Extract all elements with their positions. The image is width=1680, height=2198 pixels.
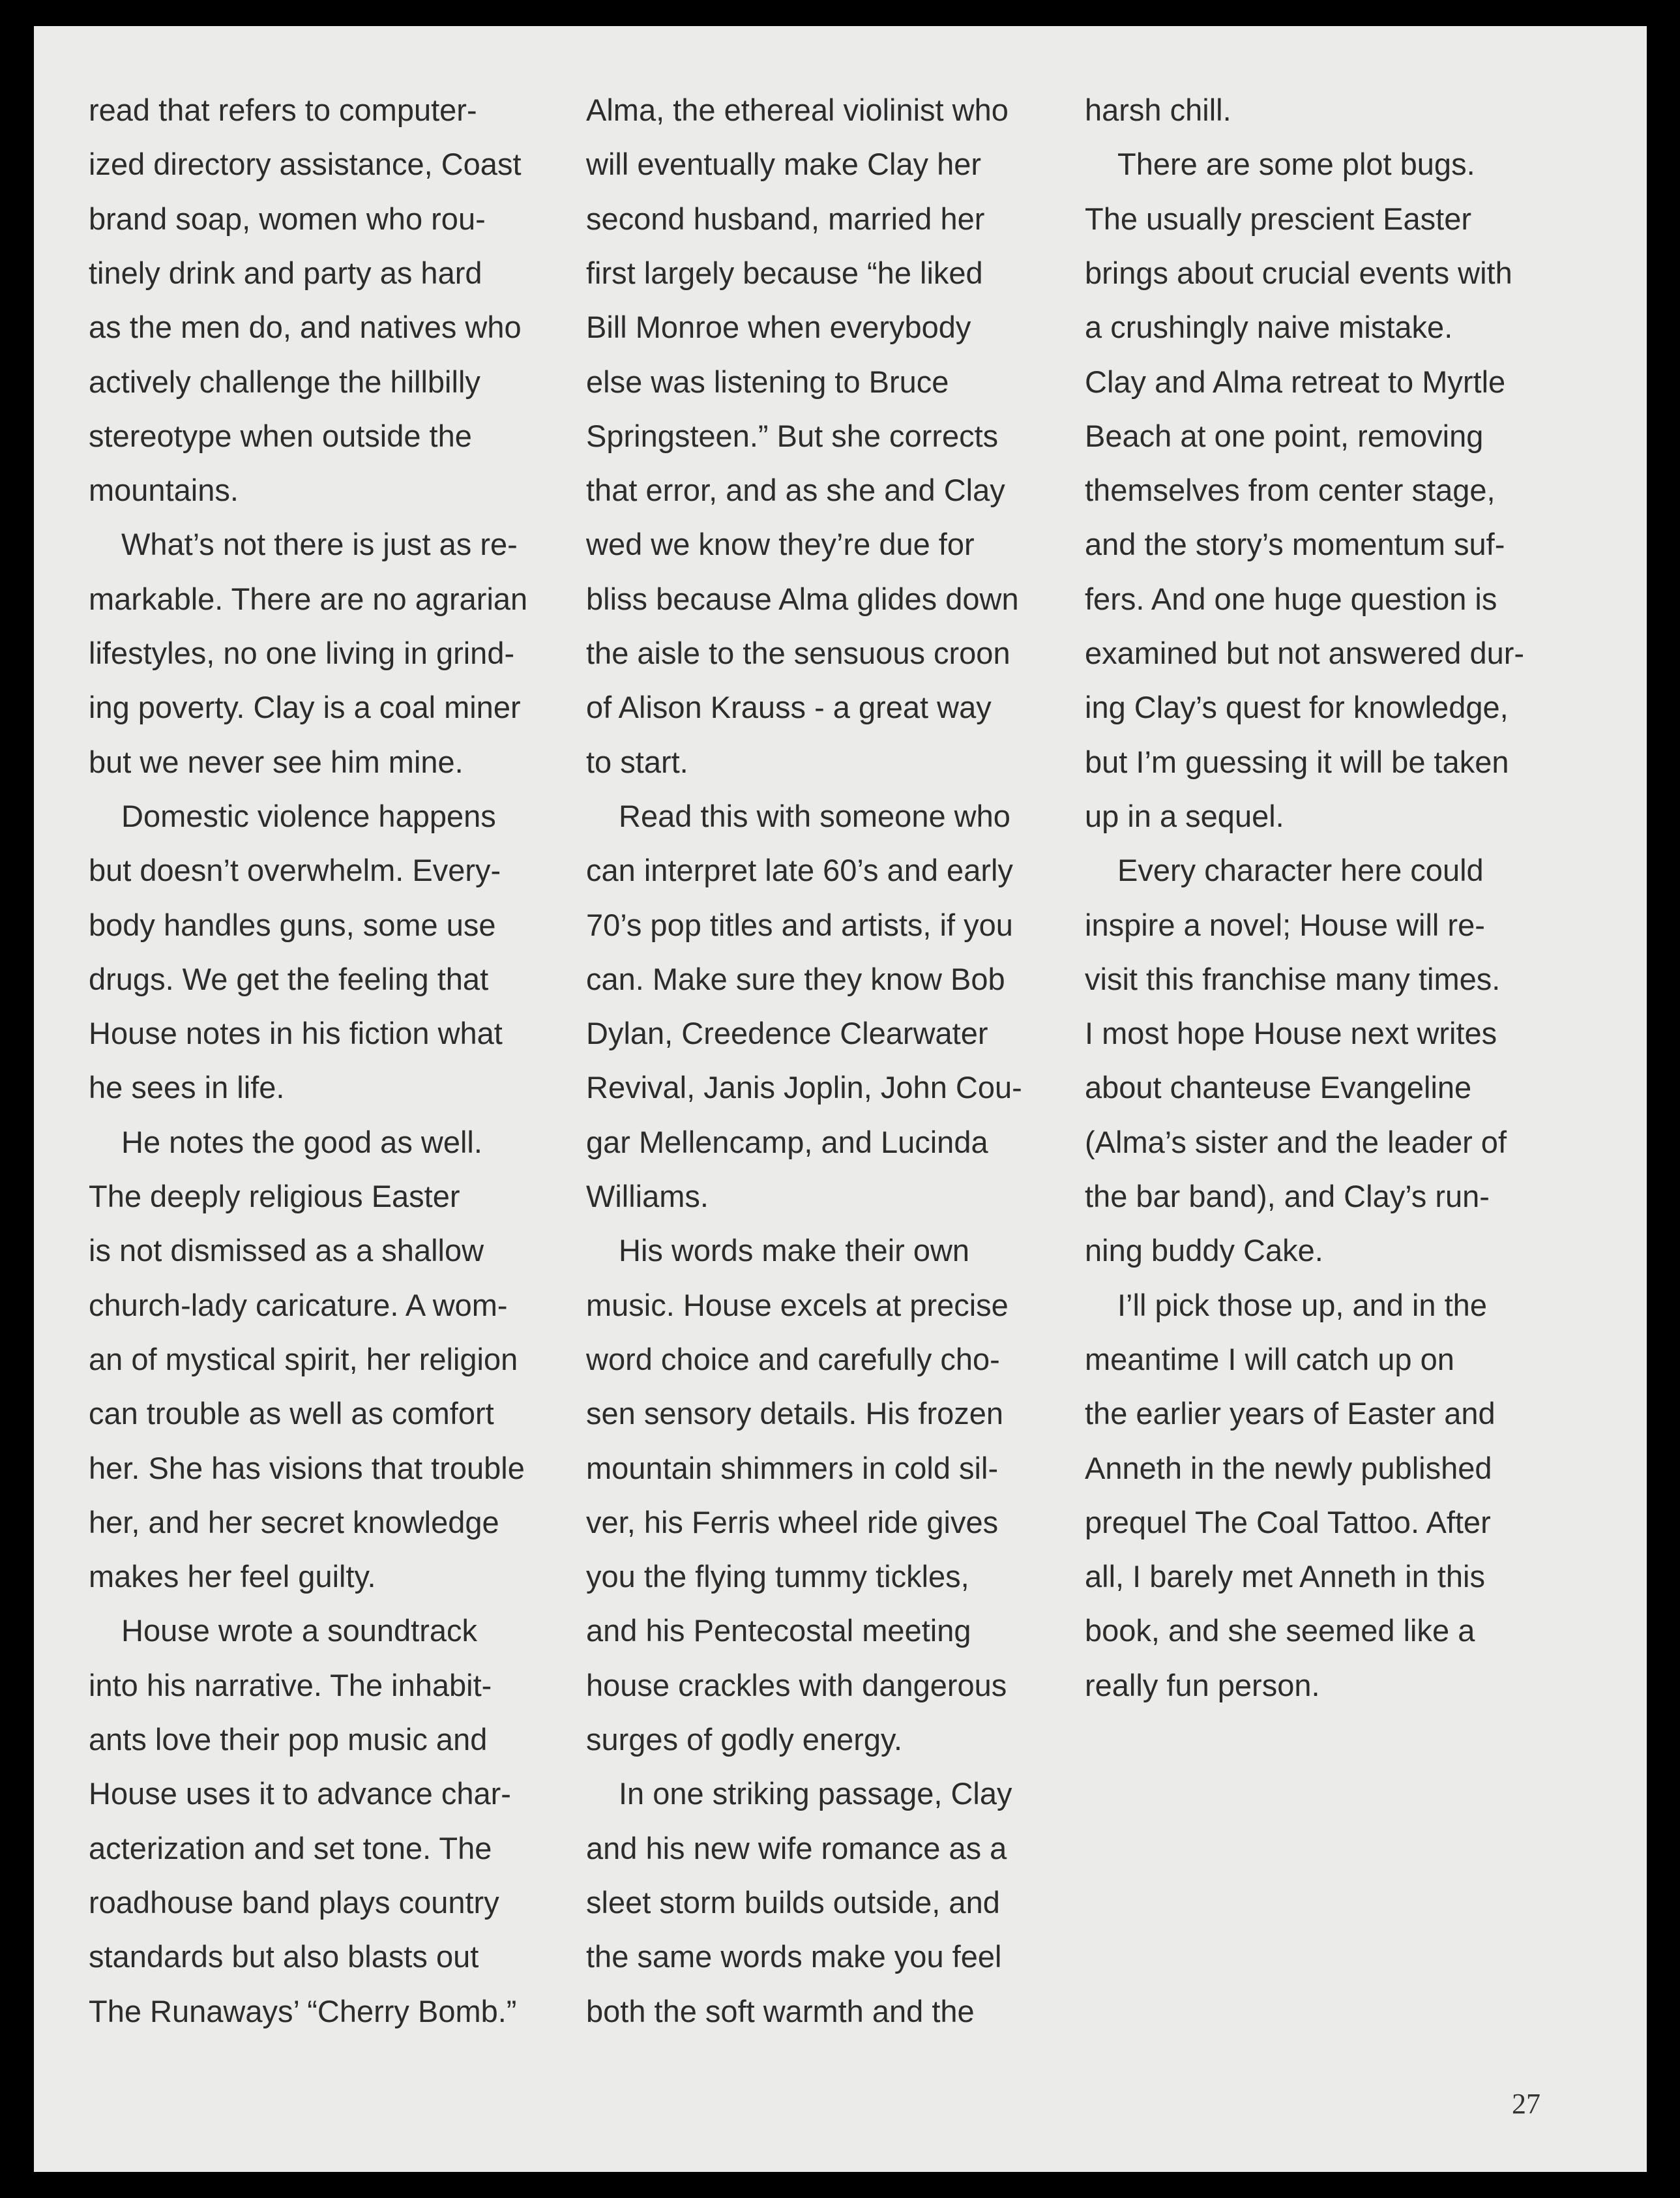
text-line: I’ll pick those up, and in the [1117, 1287, 1487, 1322]
text-line: visit this franchise many times. [1085, 961, 1501, 996]
text-line: he sees in life. [89, 1070, 285, 1105]
text-line: House wrote a soundtrack [121, 1613, 478, 1648]
text-line: acterization and set tone. The [89, 1830, 492, 1865]
text-line: inspire a novel; House will re- [1085, 907, 1485, 942]
text-line: lifestyles, no one living in grind- [89, 636, 515, 670]
text-line: the aisle to the sensuous croon [586, 636, 1010, 670]
text-line: wed we know they’re due for [586, 527, 975, 562]
text-line: Beach at one point, removing [1085, 418, 1484, 453]
text-line: Bill Monroe when everybody [586, 310, 971, 345]
text-line: of Alison Krauss - a great way [586, 690, 992, 725]
text-line: sleet storm builds outside, and [586, 1884, 1000, 1920]
text-line: ning buddy Cake. [1085, 1233, 1323, 1268]
text-line: markable. There are no agrarian [89, 581, 528, 616]
text-line: read that refers to computer- [89, 93, 477, 127]
text-line: surges of godly energy. [586, 1722, 903, 1757]
text-line: 70’s pop titles and artists, if you [586, 907, 1013, 942]
text-line: The Runaways’ “Cherry Bomb.” [89, 1993, 517, 2028]
text-line: mountains. [89, 473, 239, 508]
text-line: He notes the good as well. [121, 1124, 482, 1159]
text-line: first largely because “he liked [586, 255, 983, 290]
text-line: ver, his Ferris wheel ride gives [586, 1504, 999, 1539]
text-line: makes her feel guilty. [89, 1559, 376, 1594]
text-line: (Alma’s sister and the leader of [1085, 1124, 1507, 1159]
text-line: ing Clay’s quest for knowledge, [1085, 690, 1509, 725]
text-line: What’s not there is just as re- [121, 527, 518, 562]
text-line: Domestic violence happens [121, 798, 496, 833]
text-line: that error, and as she and Clay [586, 473, 1005, 508]
text-line: Springsteen.” But she corrects [586, 418, 999, 453]
text-line: is not dismissed as a shallow [89, 1233, 484, 1268]
text-line: roadhouse band plays country [89, 1884, 499, 1920]
text-line: up in a sequel. [1085, 798, 1284, 833]
text-line: mountain shimmers in cold sil- [586, 1450, 999, 1485]
text-line: the earlier years of Easter and [1085, 1396, 1496, 1431]
text-line: you the flying tummy tickles, [586, 1559, 969, 1594]
text-line: all, I barely met Anneth in this [1085, 1559, 1485, 1594]
text-line: ants love their pop music and [89, 1722, 488, 1757]
text-line: her. She has visions that trouble [89, 1450, 525, 1485]
text-line: word choice and carefully cho- [586, 1341, 1000, 1376]
text-line: the same words make you feel [586, 1939, 1002, 1974]
text-line: actively challenge the hillbilly [89, 364, 480, 399]
text-line: both the soft warmth and the [586, 1993, 975, 2028]
text-line: I most hope House next writes [1085, 1016, 1497, 1051]
text-line: Every character here could [1117, 853, 1484, 888]
text-line: but we never see him mine. [89, 744, 464, 779]
text-line: There are some plot bugs. [1117, 147, 1475, 182]
text-line: ized directory assistance, Coast [89, 147, 522, 182]
text-line: sen sensory details. His frozen [586, 1396, 1004, 1431]
text-line: the bar band), and Clay’s run- [1085, 1179, 1490, 1213]
text-line: can. Make sure they know Bob [586, 961, 1005, 996]
text-line: standards but also blasts out [89, 1939, 479, 1974]
text-line: but doesn’t overwhelm. Every- [89, 853, 501, 888]
text-line: The usually prescient Easter [1085, 201, 1472, 236]
text-line: really fun person. [1085, 1667, 1320, 1702]
text-line: meantime I will catch up on [1085, 1341, 1454, 1376]
text-line: can trouble as well as comfort [89, 1396, 494, 1431]
text-line: book, and she seemed like a [1085, 1613, 1475, 1648]
page-number: 27 [1512, 2088, 1540, 2120]
text-line: House uses it to advance char- [89, 1776, 511, 1811]
text-line: His words make their own [619, 1233, 970, 1268]
text-line: and the story’s momentum suf- [1085, 527, 1505, 562]
text-line: Anneth in the newly published [1085, 1450, 1492, 1485]
text-line: Clay and Alma retreat to Myrtle [1085, 364, 1506, 399]
text-line: The deeply religious Easter [89, 1179, 460, 1213]
text-line: church-lady caricature. A wom- [89, 1287, 508, 1322]
text-line: stereotype when outside the [89, 418, 472, 453]
text-line: Williams. [586, 1179, 709, 1213]
text-line: Revival, Janis Joplin, John Cou- [586, 1070, 1022, 1105]
text-line: tinely drink and party as hard [89, 255, 482, 290]
text-line: else was listening to Bruce [586, 364, 949, 399]
text-line: and his Pentecostal meeting [586, 1613, 971, 1648]
text-line: bliss because Alma glides down [586, 581, 1019, 616]
text-line: Read this with someone who [619, 798, 1010, 833]
text-line: but I’m guessing it will be taken [1085, 744, 1509, 779]
text-line: brand soap, women who rou- [89, 201, 486, 236]
text-line: gar Mellencamp, and Lucinda [586, 1124, 988, 1159]
text-line: will eventually make Clay her [586, 147, 982, 182]
text-line: brings about crucial events with [1085, 255, 1512, 290]
text-line: to start. [586, 744, 688, 779]
text-line: a crushingly naive mistake. [1085, 310, 1453, 345]
text-line: prequel The Coal Tattoo. After [1085, 1504, 1491, 1539]
text-line: Dylan, Creedence Clearwater [586, 1016, 988, 1051]
text-line: fers. And one huge question is [1085, 581, 1497, 616]
text-line: as the men do, and natives who [89, 310, 522, 345]
text-line: themselves from center stage, [1085, 473, 1496, 508]
text-line: into his narrative. The inhabit- [89, 1667, 492, 1702]
text-line: examined but not answered dur- [1085, 636, 1525, 670]
text-line: Alma, the ethereal violinist who [586, 93, 1009, 127]
text-line: an of mystical spirit, her religion [89, 1341, 518, 1376]
text-line: House notes in his fiction what [89, 1016, 503, 1051]
text-line: harsh chill. [1085, 93, 1231, 127]
text-line: house crackles with dangerous [586, 1667, 1007, 1702]
text-line: her, and her secret knowledge [89, 1504, 499, 1539]
text-line: can interpret late 60’s and early [586, 853, 1013, 888]
magazine-page [34, 26, 1647, 2172]
text-line: body handles guns, some use [89, 907, 496, 942]
text-line: In one striking passage, Clay [619, 1776, 1012, 1811]
text-line: second husband, married her [586, 201, 985, 236]
text-line: and his new wife romance as a [586, 1830, 1007, 1865]
text-line: about chanteuse Evangeline [1085, 1070, 1472, 1105]
text-line: drugs. We get the feeling that [89, 961, 489, 996]
text-line: music. House excels at precise [586, 1287, 1009, 1322]
text-line: ing poverty. Clay is a coal miner [89, 690, 521, 725]
